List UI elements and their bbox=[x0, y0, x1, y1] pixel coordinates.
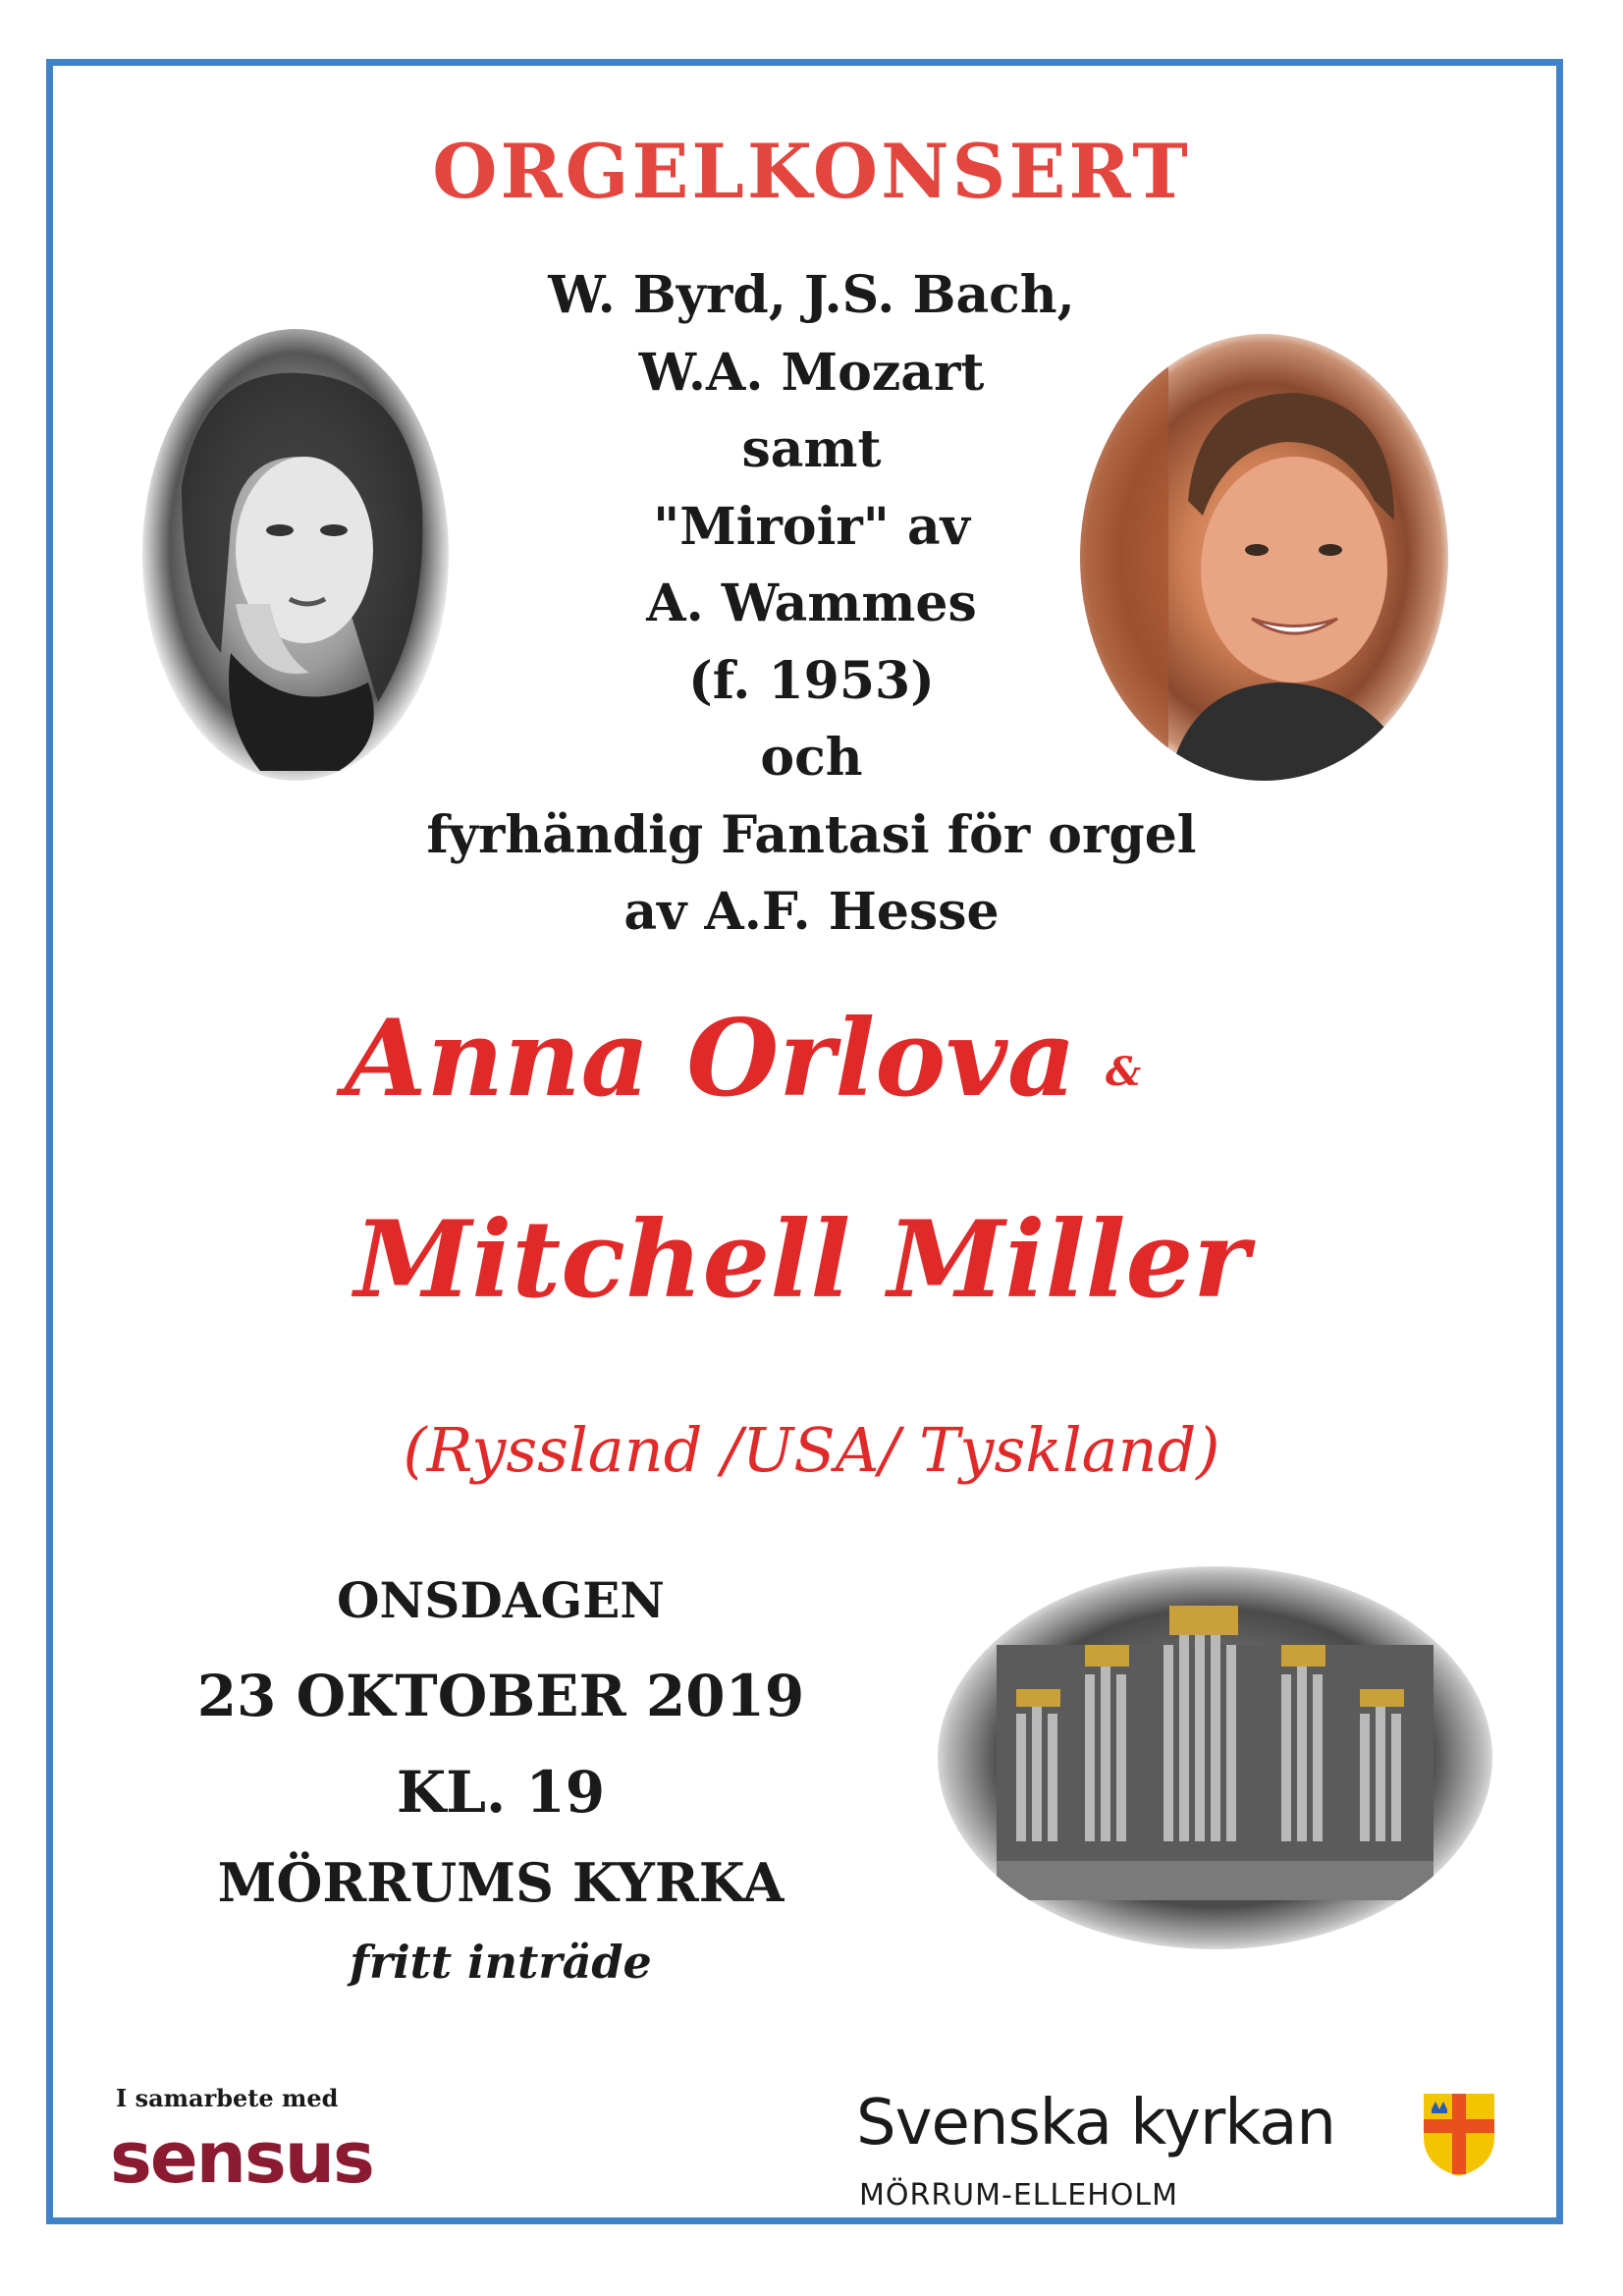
program-line: W. Byrd, J.S. Bach, bbox=[548, 265, 1075, 325]
performer-1-text: Anna Orlova bbox=[344, 997, 1077, 1121]
program-line: (f. 1953) bbox=[688, 650, 935, 711]
performer-countries: (Ryssland /USA/ Tyskland) bbox=[403, 1414, 1220, 1486]
church-shield-icon bbox=[1420, 2090, 1498, 2178]
program-line: samt bbox=[741, 419, 882, 479]
event-venue: MÖRRUMS KYRKA bbox=[217, 1851, 784, 1914]
ampersand: & bbox=[1106, 1049, 1142, 1095]
poster-title: ORGELKONSERT bbox=[432, 128, 1191, 215]
cooperation-label: I samarbete med bbox=[116, 2084, 339, 2112]
event-time: KL. 19 bbox=[396, 1759, 606, 1826]
event-day: ONSDAGEN bbox=[336, 1571, 666, 1629]
event-admission: fritt inträde bbox=[350, 1936, 652, 1989]
program-line: och bbox=[760, 728, 863, 788]
parish-name: MÖRRUM-ELLEHOLM bbox=[859, 2178, 1178, 2213]
anna-orlova-photo bbox=[142, 329, 449, 781]
event-details bbox=[147, 1571, 854, 1989]
performer-1-name bbox=[0, 997, 1554, 1121]
sensus-logo: sensus bbox=[110, 2116, 373, 2199]
performer-2-name: Mitchell Miller bbox=[353, 1198, 1250, 1322]
program-line: fyrhändig Fantasi för orgel bbox=[426, 804, 1197, 865]
event-date: 23 OKTOBER 2019 bbox=[196, 1663, 805, 1729]
svenska-kyrkan-logo-text: Svenska kyrkan bbox=[856, 2087, 1335, 2159]
mitchell-miller-photo bbox=[1080, 334, 1448, 781]
church-organ-photo bbox=[938, 1566, 1492, 1949]
program-line: av A.F. Hesse bbox=[623, 882, 1000, 942]
program-line: "Miroir" av bbox=[653, 496, 970, 557]
program-line: W.A. Mozart bbox=[638, 342, 985, 403]
program-line: A. Wammes bbox=[646, 574, 977, 633]
